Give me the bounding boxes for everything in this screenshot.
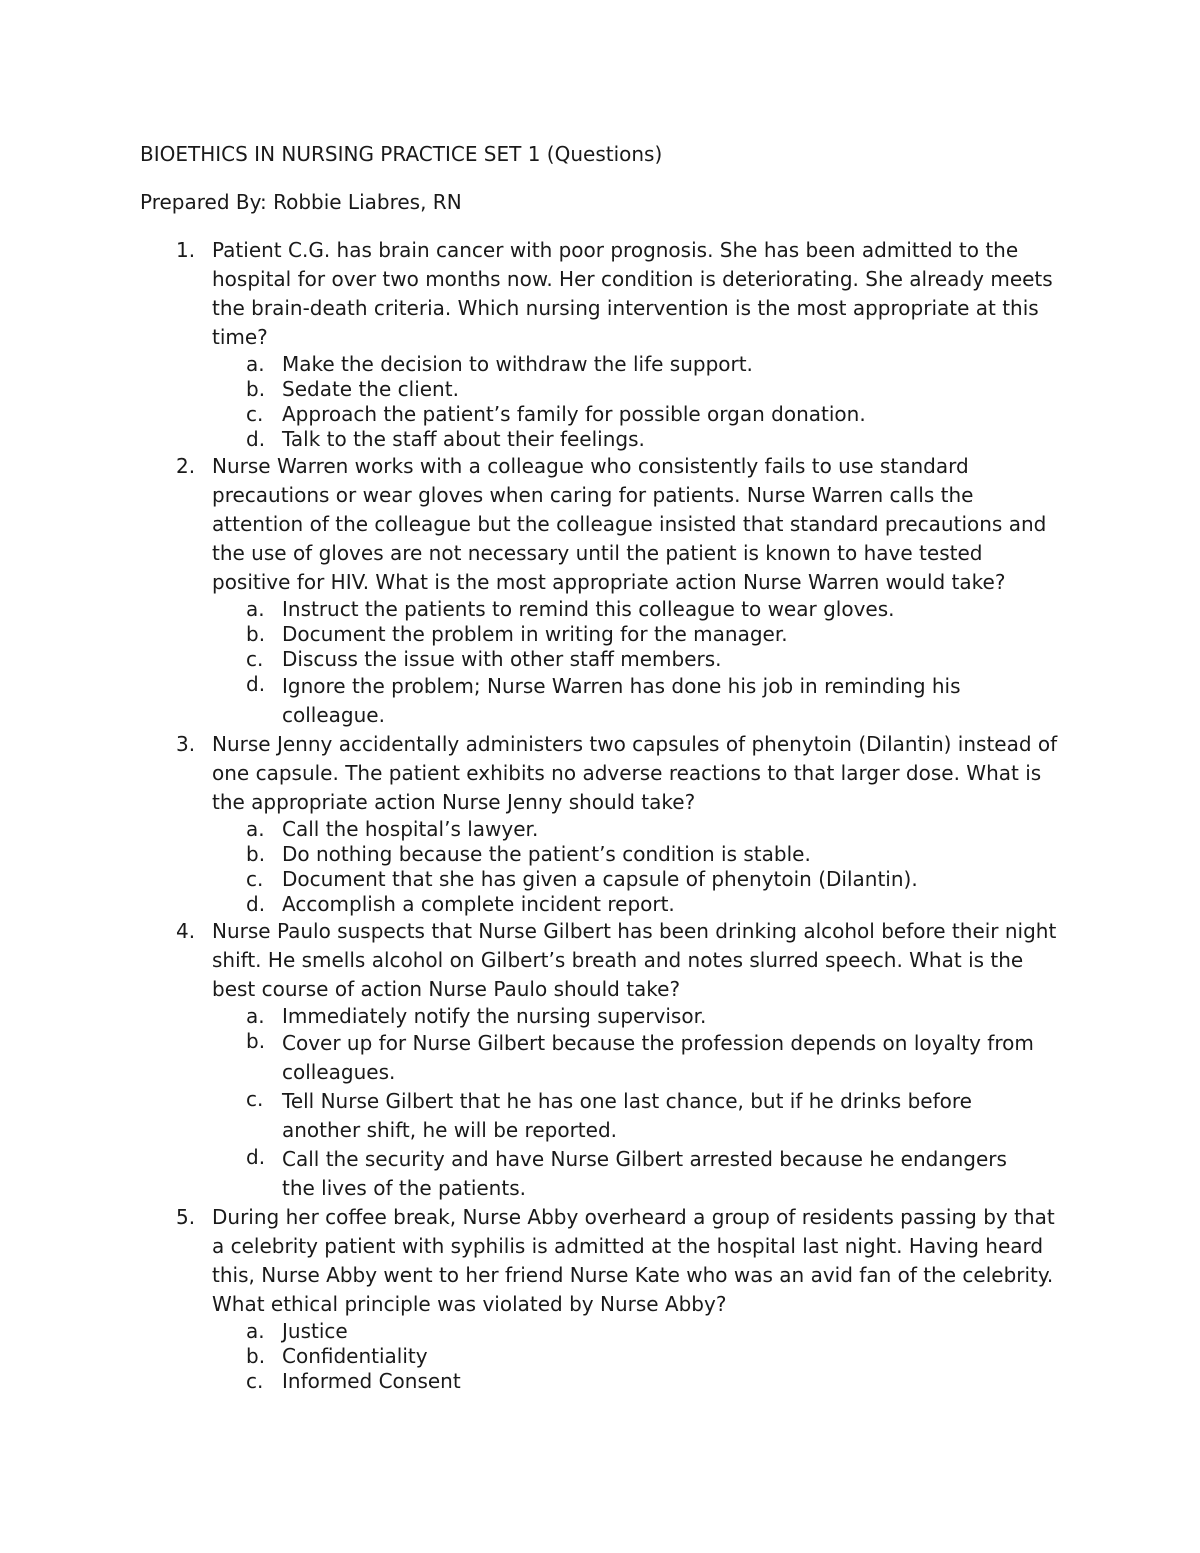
option-c [0,867,1200,892]
question-2 [0,452,1200,730]
option-d [0,427,1200,452]
question-3 [0,730,1200,917]
option-text: Instruct the patients to remind this colleague to wear gloves. [282,597,895,621]
option-letter: a. [246,817,265,841]
option-letter: d. [246,1145,266,1169]
option-letter: b. [246,1029,266,1053]
option-a [0,817,1200,842]
option-text: Immediately notify the nursing supervisor. [282,1004,707,1028]
option-d [0,1145,1200,1203]
option-c [0,647,1200,672]
option-b [0,377,1200,402]
question-text: Nurse Jenny accidentally administers two capsules of phenytoin (Dilantin) instead of one capsule. The patient exhibits no adverse reactions to that larger dose. What is the appropriate action Nurse Jenny should take? [212,732,1058,814]
prepared-by: Prepared By: Robbie Liabres, RN [140,190,462,214]
option-a [0,597,1200,622]
option-d [0,892,1200,917]
option-text: Justice [282,1319,348,1343]
option-letter: a. [246,1319,265,1343]
option-text: Approach the patient’s family for possible organ donation. [282,402,866,426]
question-text: Nurse Paulo suspects that Nurse Gilbert has been drinking alcohol before their night shift. He smells alcohol on Gilbert’s breath and notes slurred speech. What is the best course of action Nurse Paulo should take? [212,919,1057,1001]
option-letter: c. [246,867,264,891]
option-letter: c. [246,647,264,671]
option-text: Talk to the staff about their feelings. [282,427,645,451]
question-number: 1. [176,238,196,262]
option-b [0,1029,1200,1087]
question-5 [0,1203,1200,1394]
option-letter: c. [246,1369,264,1393]
question-1 [0,236,1200,452]
option-c [0,1369,1200,1394]
option-a [0,1319,1200,1344]
option-letter: c. [246,402,264,426]
option-text: Document the problem in writing for the manager. [282,622,788,646]
option-letter: b. [246,377,266,401]
question-number: 2. [176,454,196,478]
option-b [0,622,1200,647]
option-text: Sedate the client. [282,377,459,401]
option-letter: d. [246,672,266,696]
option-a [0,352,1200,377]
question-number: 5. [176,1205,196,1229]
option-text: Call the security and have Nurse Gilbert arrested because he endangers the lives of the patients. [282,1147,1007,1200]
option-text: Make the decision to withdraw the life support. [282,352,753,376]
question-list [0,236,1200,1394]
option-text: Ignore the problem; Nurse Warren has done his job in reminding his colleague. [282,674,961,727]
option-d [0,672,1200,730]
option-text: Call the hospital’s lawyer. [282,817,539,841]
document-title: BIOETHICS IN NURSING PRACTICE SET 1 (Questions) [140,142,663,166]
option-text: Confidentiality [282,1344,428,1368]
option-letter: d. [246,427,266,451]
question-text: Nurse Warren works with a colleague who consistently fails to use standard precautions or wear gloves when caring for patients. Nurse Warren calls the attention of the colleague but the colleague insisted that standard precautions and the use of gloves are not necessary until the patient is known to have tested positive for HIV. What is the most appropriate action Nurse Warren would take? [212,454,1047,594]
option-letter: d. [246,892,266,916]
option-c [0,1087,1200,1145]
option-c [0,402,1200,427]
option-a [0,1004,1200,1029]
option-text: Tell Nurse Gilbert that he has one last chance, but if he drinks before another shift, he will be reported. [282,1089,972,1142]
question-number: 4. [176,919,196,943]
option-letter: a. [246,597,265,621]
question-number: 3. [176,732,196,756]
option-text: Informed Consent [282,1369,461,1393]
option-letter: b. [246,1344,266,1368]
option-b [0,1344,1200,1369]
option-text: Document that she has given a capsule of phenytoin (Dilantin). [282,867,918,891]
question-text: Patient C.G. has brain cancer with poor prognosis. She has been admitted to the hospital for over two months now. Her condition is deteriorating. She already meets the brain-death criteria. Which nursing intervention is the most appropriate at this time? [212,238,1053,349]
option-letter: a. [246,352,265,376]
question-4 [0,917,1200,1203]
option-text: Do nothing because the patient’s condition is stable. [282,842,811,866]
option-text: Accomplish a complete incident report. [282,892,675,916]
option-text: Cover up for Nurse Gilbert because the profession depends on loyalty from colleagues. [282,1031,1034,1084]
option-letter: b. [246,622,266,646]
option-text: Discuss the issue with other staff members. [282,647,722,671]
option-letter: a. [246,1004,265,1028]
option-letter: c. [246,1087,264,1111]
question-text: During her coffee break, Nurse Abby overheard a group of residents passing by that a celebrity patient with syphilis is admitted at the hospital last night. Having heard this, Nurse Abby went to her friend Nurse Kate who was an avid fan of the celebrity. What ethical principle was violated by Nurse Abby? [212,1205,1055,1316]
option-b [0,842,1200,867]
option-letter: b. [246,842,266,866]
